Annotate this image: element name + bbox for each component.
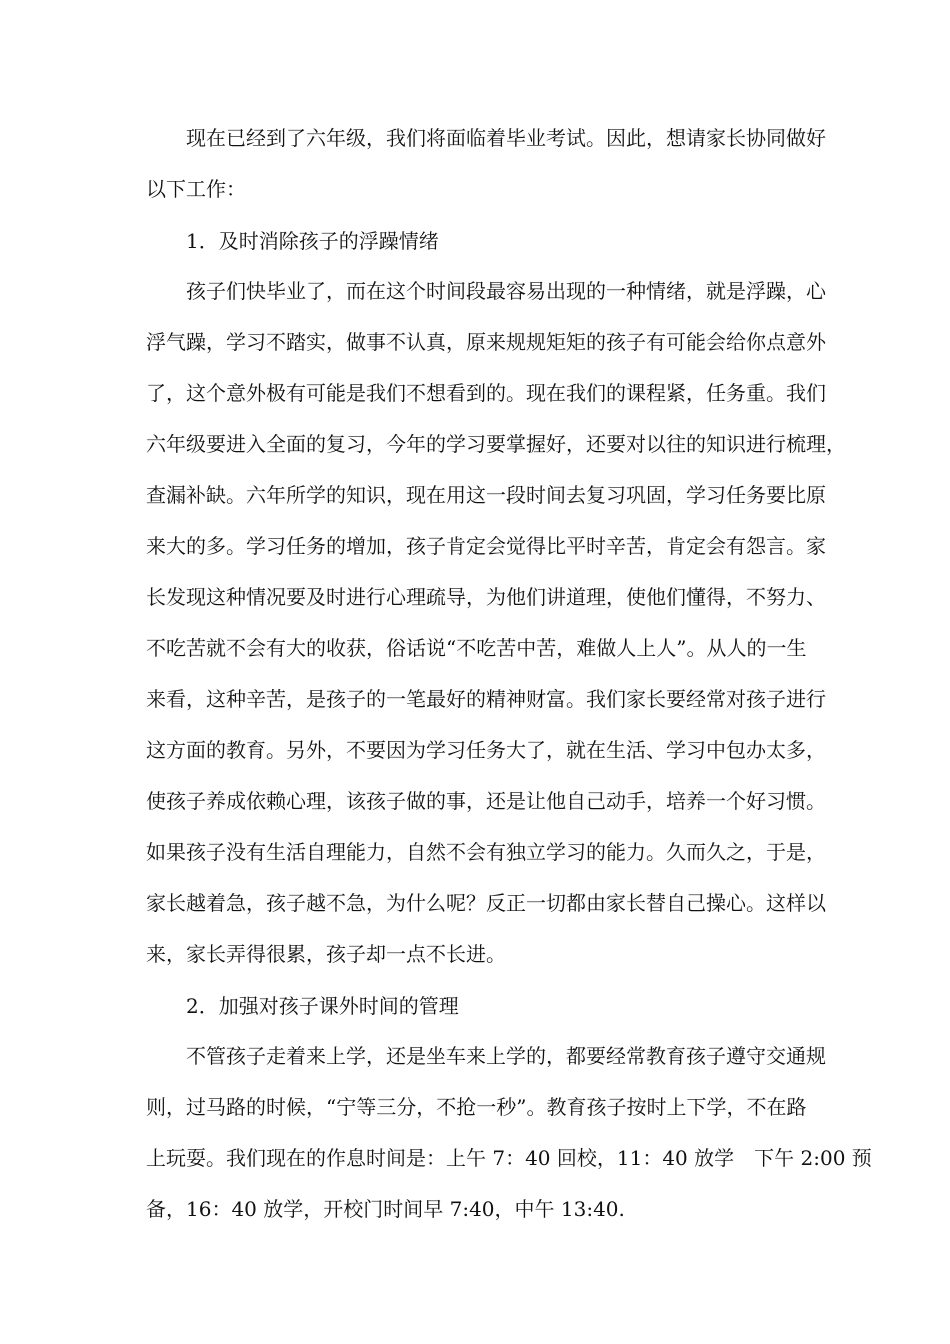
paragraph-2-line-3: 上玩耍。我们现在的作息时间是：上午 7：40 回校，11：40 放学 下午 2:00 预 bbox=[146, 1146, 872, 1170]
paragraph-2-line-4: 备，16：40 放学，开校门时间早 7:40，中午 13:40. bbox=[146, 1197, 625, 1221]
paragraph-1-line-9: 来看，这种辛苦，是孩子的一笔最好的精神财富。我们家长要经常对孩子进行 bbox=[146, 687, 826, 711]
paragraph-1-line-12: 如果孩子没有生活自理能力，自然不会有独立学习的能力。久而久之，于是， bbox=[146, 840, 826, 864]
section-heading-2: 2．加强对孩子课外时间的管理 bbox=[186, 994, 459, 1018]
paragraph-1-line-13: 家长越着急，孩子越不急，为什么呢？反正一切都由家长替自己操心。这样以 bbox=[146, 891, 826, 915]
paragraph-1-line-5: 查漏补缺。六年所学的知识，现在用这一段时间去复习巩固，学习任务要比原 bbox=[146, 483, 826, 507]
paragraph-2-line-1: 不管孩子走着来上学，还是坐车来上学的，都要经常教育孩子遵守交通规 bbox=[186, 1044, 826, 1068]
paragraph-1-line-14: 来，家长弄得很累，孩子却一点不长进。 bbox=[146, 942, 506, 966]
paragraph-1-line-7: 长发现这种情况要及时进行心理疏导，为他们讲道理，使他们懂得，不努力、 bbox=[146, 585, 826, 609]
paragraph-intro-line-1: 现在已经到了六年级，我们将面临着毕业考试。因此，想请家长协同做好 bbox=[186, 126, 826, 150]
paragraph-1-line-8: 不吃苦就不会有大的收获，俗话说“不吃苦中苦，难做人上人”。从人的一生 bbox=[146, 636, 807, 660]
paragraph-1-line-2: 浮气躁，学习不踏实，做事不认真，原来规规矩矩的孩子有可能会给你点意外 bbox=[146, 330, 826, 354]
paragraph-1-line-1: 孩子们快毕业了，而在这个时间段最容易出现的一种情绪，就是浮躁，心 bbox=[186, 279, 826, 303]
paragraph-1-line-4: 六年级要进入全面的复习，今年的学习要掌握好，还要对以往的知识进行梳理， bbox=[146, 432, 846, 456]
paragraph-1-line-6: 来大的多。学习任务的增加，孩子肯定会觉得比平时辛苦，肯定会有怨言。家 bbox=[146, 534, 826, 558]
paragraph-1-line-10: 这方面的教育。另外，不要因为学习任务大了，就在生活、学习中包办太多， bbox=[146, 738, 826, 762]
paragraph-2-line-2: 则，过马路的时候，“宁等三分，不抢一秒”。教育孩子按时上下学，不在路 bbox=[146, 1095, 807, 1119]
paragraph-1-line-3: 了，这个意外极有可能是我们不想看到的。现在我们的课程紧，任务重。我们 bbox=[146, 381, 826, 405]
section-heading-1: 1．及时消除孩子的浮躁情绪 bbox=[186, 229, 439, 253]
paragraph-1-line-11: 使孩子养成依赖心理，该孩子做的事，还是让他自己动手，培养一个好习惯。 bbox=[146, 789, 826, 813]
paragraph-intro-line-2: 以下工作： bbox=[146, 177, 246, 201]
